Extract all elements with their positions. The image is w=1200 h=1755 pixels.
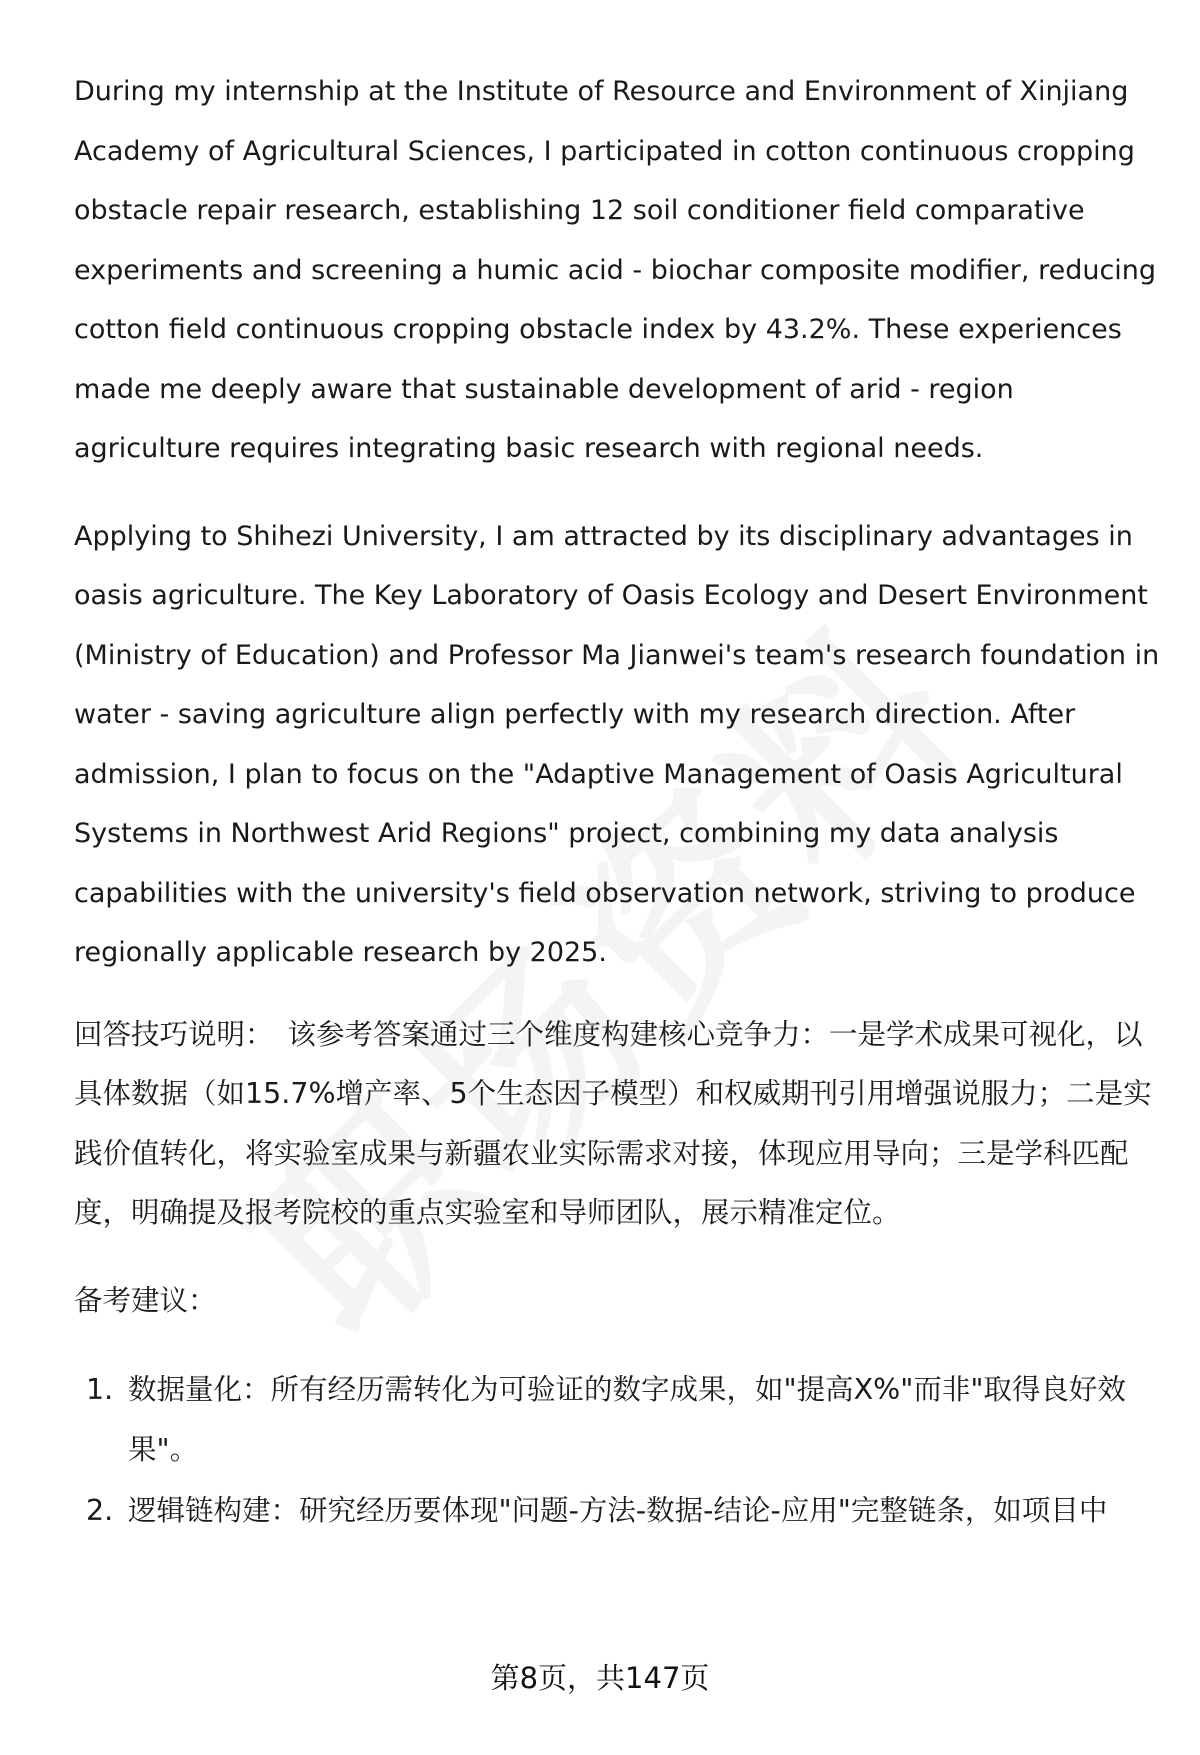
page-number-footer: 第8页，共147页 [490,1661,710,1695]
paragraph-answer-tips [74,1005,1164,1243]
list-item-text: 逻辑链构建：研究经历要体现"问题-方法-数据-结论-应用"完整链条，如项目中 [128,1494,1108,1527]
list-item [74,1481,1164,1541]
list-item-number: 1. [86,1373,114,1406]
list-item [74,1360,1164,1479]
list-item-text: 数据量化：所有经历需转化为可验证的数字成果，如"提高X%"而非"取得良好效果"。 [128,1373,1126,1466]
paragraph-internship: During my internship at the Institute of Resource and Environment of Xinjiang Academy of Agricultural Sciences, I participated in cotton continuous cropping obstacle repair research, establishing 12 soil conditioner field comparative experiments and screening a humic acid - biochar composite modifier, reducing cotton field continuous cropping obstacle index by 43.2%. These experiences made me deeply aware that sustainable development of arid - region agriculture requires integrating basic research with regional needs. [74,76,1157,464]
answer-tips-lead: 回答技巧说明： [74,1017,274,1051]
document-body [74,62,1164,1543]
paragraph-application: Applying to Shihezi University, I am attracted by its disciplinary advantages in oasis agriculture. The Key Laboratory of Oasis Ecology and Desert Environment (Ministry of Education) and Professor Ma Jianwei's team's research foundation in water - saving agriculture align perfectly with my research direction. After admission, I plan to focus on the "Adaptive Management of Oasis Agricultural Systems in Northwest Arid Regions" project, combining my data analysis capabilities with the university's field observation network, striving to produce regionally applicable research by 2025. [74,520,1160,968]
prep-advice-heading: 备考建议： [74,1283,217,1317]
list-item-number: 2. [86,1494,114,1527]
answer-tips-body: 该参考答案通过三个维度构建核心竞争力：一是学术成果可视化，以具体数据（如15.7%增产率、5个生态因子模型）和权威期刊引用增强说服力；二是实践价值转化，将实验室成果与新疆农业实际需求对接，体现应用导向；三是学科匹配度，明确提及报考院校的重点实验室和导师团队，展示精准定位。 [74,1017,1152,1229]
prep-advice-list [74,1360,1164,1541]
